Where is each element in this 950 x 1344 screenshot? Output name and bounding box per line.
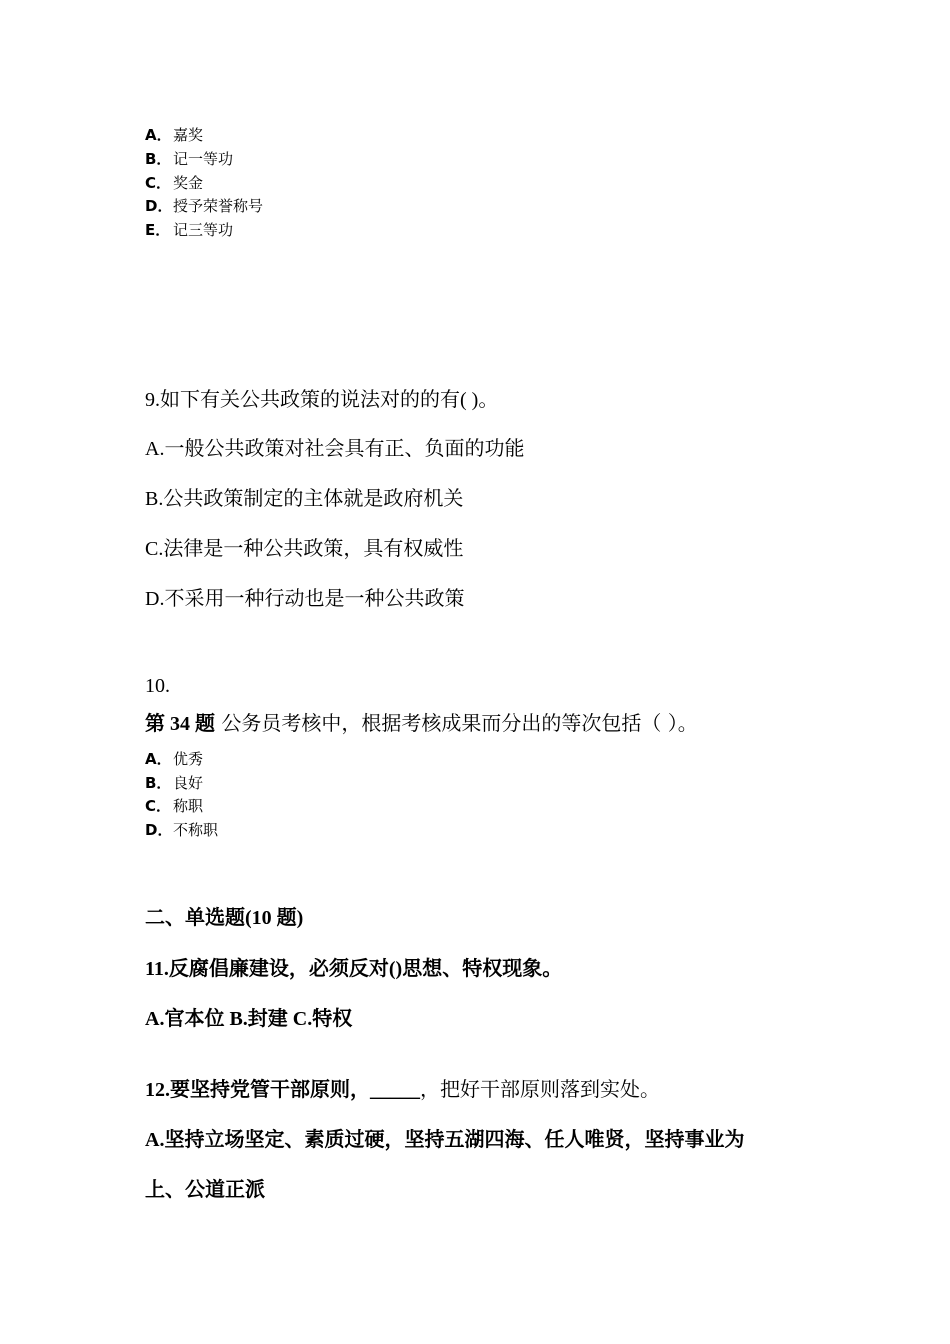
q12-option-a-line1: A.坚持立场坚定、素质过硬，坚持五湖四海、任人唯贤，坚持事业为 <box>145 1129 745 1151</box>
q10-title-bold: 第 34 题 <box>145 713 215 735</box>
option-text: 称职 <box>173 797 204 815</box>
q10-option-d <box>145 821 218 839</box>
q9-option-a: A.一般公共政策对社会具有正、负面的功能 <box>145 438 525 460</box>
q9-stem: 9.如下有关公共政策的说法对的的有( )。 <box>145 389 499 411</box>
option-letter: C． <box>145 797 172 815</box>
option-text: 不称职 <box>173 821 219 839</box>
q8-option-b <box>145 150 233 168</box>
q11-options: A.官本位 B.封建 C.特权 <box>145 1008 353 1030</box>
q8-option-a <box>145 126 203 144</box>
q12-stem-before: 12.要坚持党管干部原则， <box>145 1079 370 1101</box>
option-text: 良好 <box>173 774 204 792</box>
option-letter: C． <box>145 174 172 192</box>
q12-stem <box>145 1078 660 1102</box>
option-text: 记三等功 <box>173 221 234 239</box>
q9-option-c: C.法律是一种公共政策，具有权威性 <box>145 538 464 560</box>
option-letter: A． <box>145 750 172 768</box>
option-letter: B． <box>145 150 172 168</box>
option-letter: D． <box>145 197 173 215</box>
option-letter: A． <box>145 126 172 144</box>
section-heading: 二、单选题(10 题) <box>145 907 304 929</box>
option-letter: E． <box>145 221 171 239</box>
option-text: 授予荣誉称号 <box>173 197 264 215</box>
q10-title-text: 公务员考核中，根据考核成果而分出的等次包括（ ）。 <box>215 711 698 735</box>
option-text: 嘉奖 <box>173 126 204 144</box>
option-text: 优秀 <box>173 750 204 768</box>
q10-option-c <box>145 797 203 815</box>
option-text: 奖金 <box>173 174 204 192</box>
q12-option-a-line2: 上、公道正派 <box>145 1179 265 1201</box>
q9-option-d: D.不采用一种行动也是一种公共政策 <box>145 588 465 610</box>
q10-option-b <box>145 774 203 792</box>
option-letter: B． <box>145 774 172 792</box>
q10-option-a <box>145 750 203 768</box>
q10-number: 10. <box>145 675 170 697</box>
q9-option-b: B.公共政策制定的主体就是政府机关 <box>145 488 464 510</box>
q8-option-d <box>145 197 263 215</box>
q8-option-c <box>145 174 203 192</box>
q11-stem: 11.反腐倡廉建设，必须反对()思想、特权现象。 <box>145 958 563 980</box>
option-text: 记一等功 <box>173 150 234 168</box>
q12-blank: _____ <box>370 1079 420 1101</box>
q8-option-e <box>145 221 233 239</box>
option-letter: D． <box>145 821 173 839</box>
q12-stem-after: ，把好干部原则落到实处。 <box>420 1079 660 1101</box>
q10-title <box>145 711 698 736</box>
